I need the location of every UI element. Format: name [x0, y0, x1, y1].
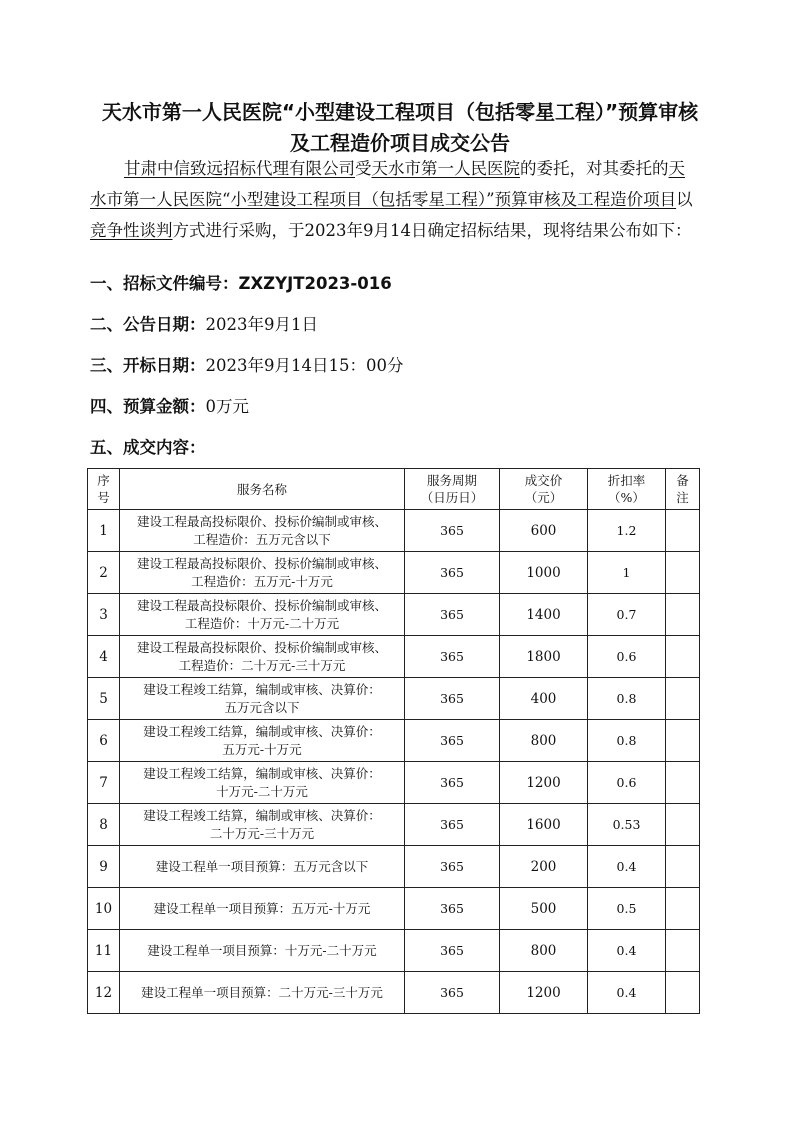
- service-name: [120, 846, 405, 888]
- service-period: 365: [405, 678, 500, 720]
- row-number: 9: [88, 846, 120, 888]
- intro-text-2: 的委托，对其委托的: [520, 159, 669, 178]
- table-row: [88, 804, 700, 846]
- service-name-line: 建设工程单一项目预算：五万元含以下: [155, 858, 369, 874]
- agency-name: 甘肃中信致远招标代理有限公司: [124, 159, 355, 178]
- row-number: 2: [88, 552, 120, 594]
- deal-price: 1200: [500, 762, 588, 804]
- remark: [666, 762, 700, 804]
- row-number: 3: [88, 594, 120, 636]
- table-row: [88, 846, 700, 888]
- service-name: [120, 762, 405, 804]
- remark: [666, 678, 700, 720]
- discount-rate: 0.6: [588, 636, 666, 678]
- service-name: [120, 888, 405, 930]
- section-label: 五、成交内容：: [90, 438, 206, 457]
- service-name-line: 建设工程单一项目预算：十万元-二十万元: [147, 942, 377, 958]
- service-period: 365: [405, 804, 500, 846]
- row-number: 1: [88, 510, 120, 552]
- deal-price: 800: [500, 720, 588, 762]
- section-label: 四、预算金额：: [90, 397, 206, 416]
- service-name-line: 二十万元-三十万元: [209, 825, 315, 841]
- table-row: [88, 720, 700, 762]
- service-name-line: 建设工程竣工结算，编制或审核、决算价：: [143, 681, 381, 697]
- discount-rate: 0.5: [588, 888, 666, 930]
- deal-price: 600: [500, 510, 588, 552]
- header-no: 序 号: [88, 469, 120, 510]
- table-row: [88, 888, 700, 930]
- intro-text-4: 方式进行采购，于2023年9月14日确定招标结果，现将结果公布如下：: [172, 221, 692, 240]
- service-name: [120, 678, 405, 720]
- intro-paragraph: [90, 153, 700, 246]
- service-name-line: 建设工程最高投标限价、投标价编制或审核、: [136, 513, 387, 529]
- discount-rate: 0.7: [588, 594, 666, 636]
- service-name: [120, 972, 405, 1014]
- service-name-line: 工程造价：十万元-二十万元: [184, 615, 340, 631]
- deal-price: 1400: [500, 594, 588, 636]
- service-period: 365: [405, 972, 500, 1014]
- table-row: [88, 762, 700, 804]
- section-opening-date: [90, 355, 710, 377]
- remark: [666, 636, 700, 678]
- service-period: 365: [405, 762, 500, 804]
- table-row: [88, 930, 700, 972]
- project-name: 天水市第一人民医院“小型建设工程项目（包括零星工程）”预算审核及工程造价项目: [90, 159, 685, 209]
- section-announcement-date: [90, 314, 710, 336]
- header-deal-price: 成交价 （元）: [500, 469, 588, 510]
- service-period: 365: [405, 552, 500, 594]
- service-name-line: 建设工程竣工结算，编制或审核、决算价：: [143, 807, 381, 823]
- row-number: 10: [88, 888, 120, 930]
- service-name: [120, 804, 405, 846]
- row-number: 11: [88, 930, 120, 972]
- table-row: [88, 972, 700, 1014]
- service-name-line: 建设工程竣工结算，编制或审核、决算价：: [143, 723, 381, 739]
- service-name-line: 建设工程最高投标限价、投标价编制或审核、: [136, 555, 387, 571]
- service-period: 365: [405, 888, 500, 930]
- header-discount-rate: 折扣率 （%）: [588, 469, 666, 510]
- service-name-line: 建设工程单一项目预算：二十万元-三十万元: [141, 984, 383, 1000]
- deal-price: 1800: [500, 636, 588, 678]
- table-row: [88, 636, 700, 678]
- discount-rate: 0.8: [588, 720, 666, 762]
- discount-rate: 0.4: [588, 972, 666, 1014]
- deal-price: 500: [500, 888, 588, 930]
- row-number: 5: [88, 678, 120, 720]
- remark: [666, 594, 700, 636]
- service-name: [120, 552, 405, 594]
- discount-rate: 1: [588, 552, 666, 594]
- discount-rate: 0.8: [588, 678, 666, 720]
- remark: [666, 930, 700, 972]
- remark: [666, 720, 700, 762]
- table-row: [88, 552, 700, 594]
- opening-date-value: 2023年9月14日15：00分: [205, 356, 404, 375]
- discount-rate: 0.4: [588, 930, 666, 972]
- deal-price: 200: [500, 846, 588, 888]
- procurement-method: 竞争性谈判: [90, 221, 173, 240]
- service-name-line: 工程造价：二十万元-三十万元: [178, 657, 346, 673]
- discount-rate: 1.2: [588, 510, 666, 552]
- service-name-line: 建设工程最高投标限价、投标价编制或审核、: [136, 639, 387, 655]
- remark: [666, 552, 700, 594]
- client-name: 天水市第一人民医院: [371, 159, 520, 178]
- section-label: 三、开标日期：: [90, 356, 206, 375]
- discount-rate: 0.6: [588, 762, 666, 804]
- table-row: [88, 594, 700, 636]
- service-name-line: 十万元-二十万元: [216, 783, 308, 799]
- service-name-line: 建设工程竣工结算，编制或审核、决算价：: [143, 765, 381, 781]
- remark: [666, 846, 700, 888]
- header-service-name: 服务名称: [120, 469, 405, 510]
- deal-price: 800: [500, 930, 588, 972]
- tender-number-value: ZXZYJT2023-016: [238, 274, 392, 293]
- service-name: [120, 930, 405, 972]
- page-title: 天水市第一人民医院“小型建设工程项目（包括零星工程）”预算审核及工程造价项目成交公告: [101, 100, 699, 155]
- table-header-row: [88, 469, 700, 510]
- service-period: 365: [405, 510, 500, 552]
- service-name-line: 建设工程单一项目预算：五万元-十万元: [153, 900, 371, 916]
- section-label: 二、公告日期：: [90, 315, 206, 334]
- service-name: [120, 636, 405, 678]
- service-name-line: 工程造价：五万元-十万元: [191, 573, 333, 589]
- service-period: 365: [405, 720, 500, 762]
- section-label: 一、招标文件编号：: [90, 274, 239, 293]
- results-table: [87, 468, 700, 1014]
- remark: [666, 972, 700, 1014]
- service-period: 365: [405, 594, 500, 636]
- service-period: 365: [405, 846, 500, 888]
- service-period: 365: [405, 636, 500, 678]
- row-number: 7: [88, 762, 120, 804]
- row-number: 6: [88, 720, 120, 762]
- service-name: [120, 720, 405, 762]
- section-budget: [90, 396, 710, 418]
- section-tender-number: [90, 273, 710, 295]
- deal-price: 400: [500, 678, 588, 720]
- service-name-line: 五万元-十万元: [222, 741, 302, 757]
- header-remark: 备 注: [666, 469, 700, 510]
- remark: [666, 804, 700, 846]
- table-row: [88, 678, 700, 720]
- deal-price: 1600: [500, 804, 588, 846]
- intro-text-3: 以: [676, 190, 693, 209]
- section-deal-content: [90, 437, 710, 459]
- service-name: [120, 510, 405, 552]
- row-number: 8: [88, 804, 120, 846]
- remark: [666, 888, 700, 930]
- discount-rate: 0.53: [588, 804, 666, 846]
- service-name-line: 工程造价：五万元含以下: [193, 531, 331, 547]
- budget-value: 0万元: [205, 397, 249, 416]
- intro-text-1: 受: [355, 159, 372, 178]
- discount-rate: 0.4: [588, 846, 666, 888]
- row-number: 12: [88, 972, 120, 1014]
- header-service-period: 服务周期 （日历日）: [405, 469, 500, 510]
- deal-price: 1000: [500, 552, 588, 594]
- service-name-line: 五万元含以下: [224, 699, 300, 715]
- service-name-line: 建设工程最高投标限价、投标价编制或审核、: [136, 597, 387, 613]
- table-row: [88, 510, 700, 552]
- announcement-date-value: 2023年9月1日: [205, 315, 318, 334]
- row-number: 4: [88, 636, 120, 678]
- deal-price: 1200: [500, 972, 588, 1014]
- service-period: 365: [405, 930, 500, 972]
- service-name: [120, 594, 405, 636]
- remark: [666, 510, 700, 552]
